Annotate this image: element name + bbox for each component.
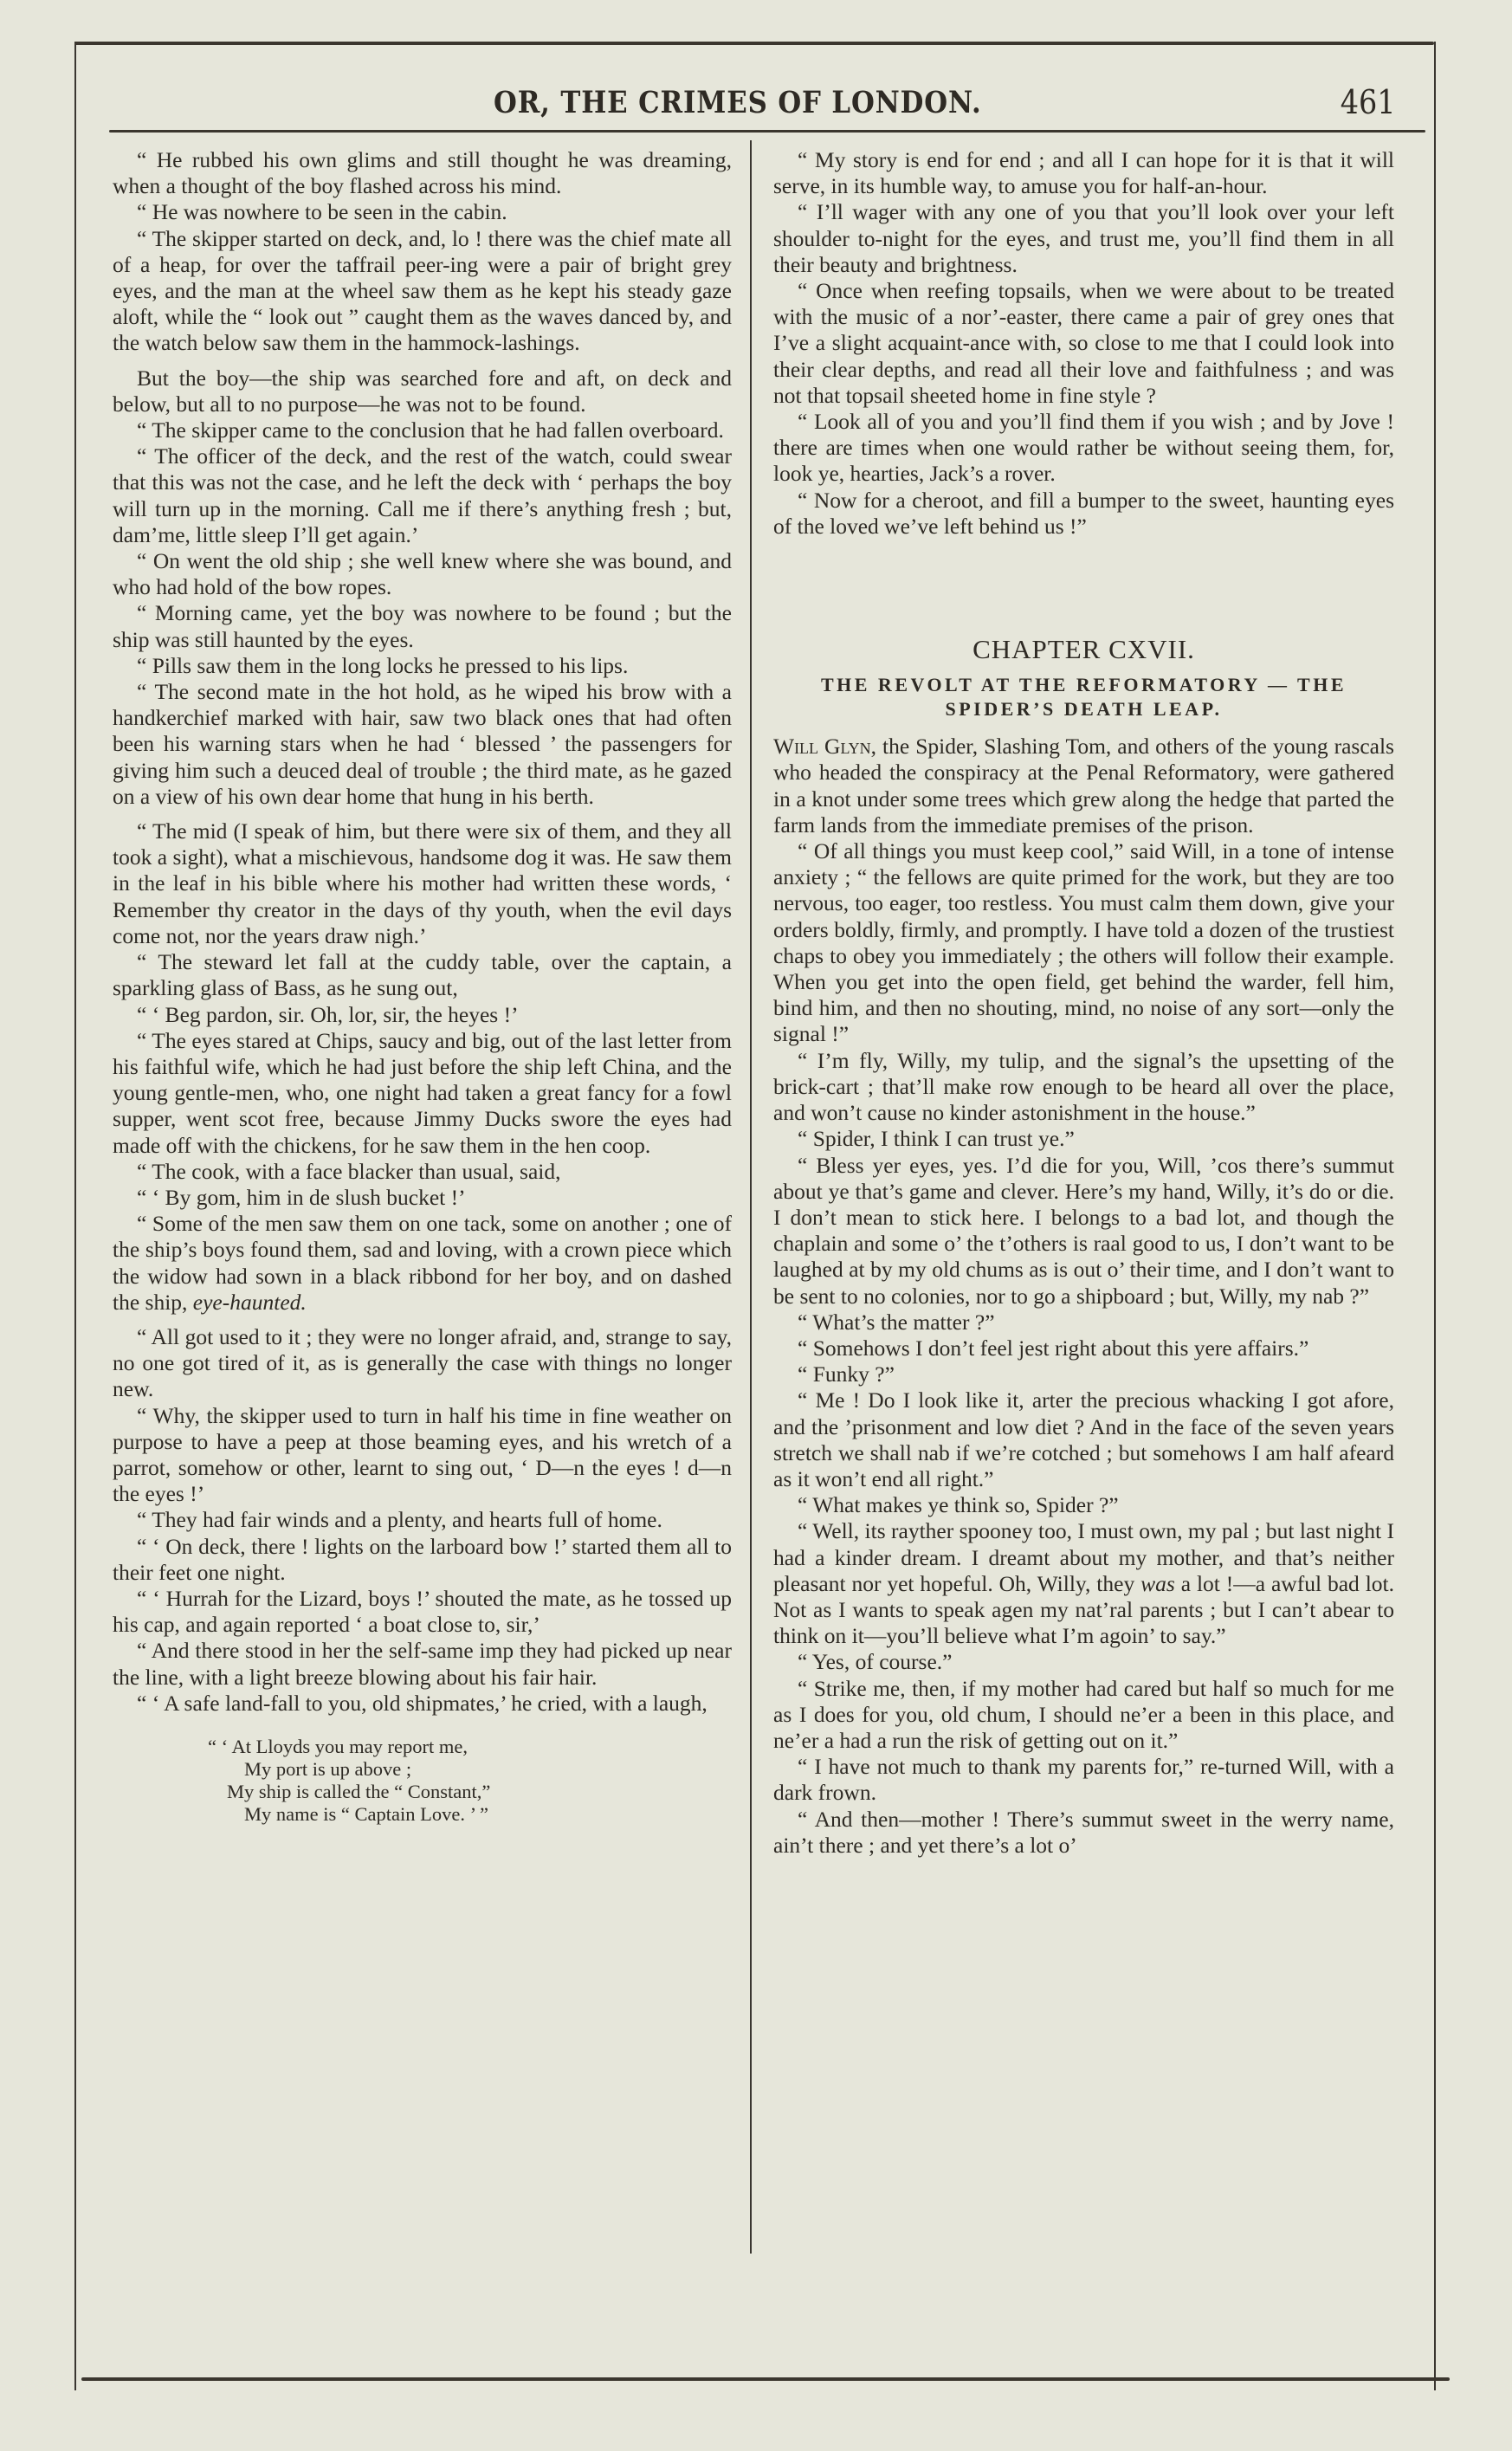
- chapter-subtitle-line: SPIDER’S DEATH LEAP.: [945, 698, 1223, 721]
- paragraph: “ He rubbed his own glims and still thought he was dreaming, when a thought of the boy flashed across his mind.: [113, 147, 732, 199]
- verse-line: “ ‘ At Lloyds you may report me,: [208, 1735, 468, 1757]
- paragraph: “ And then—mother ! There’s summut sweet in the werry name, ain’t there ; and yet there’s a lot o’: [773, 1806, 1394, 1858]
- verse: [208, 1736, 732, 1826]
- paragraph: “ Now for a cheroot, and fill a bumper to the sweet, haunting eyes of the loved we’ve left behind us !”: [773, 487, 1394, 539]
- paragraph: “ And there stood in her the self-same imp they had picked up near the line, with a light breeze blowing about his fair hair.: [113, 1638, 732, 1690]
- top-rule: [74, 42, 1434, 45]
- paragraph: [113, 1211, 732, 1316]
- paragraph: [773, 1518, 1394, 1649]
- paragraph: “ Yes, of course.”: [798, 1649, 953, 1675]
- paragraph: “ My story is end for end ; and all I can hope for it is that it will serve, in its humble way, to amuse you for half-an-hour.: [773, 147, 1394, 199]
- running-title: OR, THE CRIMES OF LONDON.: [494, 85, 982, 120]
- paragraph: “ The skipper started on deck, and, lo ! there was the chief mate all of a heap, for over the taffrail peer-ing were a pair of bright grey eyes, and the man at the wheel saw them as he kept his steady gaze aloft, while the “ look out ” caught them as the waves danced by, and the watch below saw them in the hammock-lashings.: [113, 225, 732, 356]
- paragraph: “ Strike me, then, if my mother had cared but half so much for me as I does for you, old chum, I should ne’er a been in this place, and ne’er a had a run the risk of getting out on it.”: [773, 1675, 1394, 1753]
- paragraph-text: “ Some of the men saw them on one tack, some on another ; one of the ship’s boys found them, sad and loving, with a crown piece which the widow had sown in a black ribbond for her boy, and on dashed the ship,: [113, 1211, 732, 1315]
- paragraph: “ On went the old ship ; she well knew where she was bound, and who had hold of the bow ropes.: [113, 548, 732, 600]
- paragraph-text: a lot !—a awful bad lot. Not as I wants to speak agen my nat’ral parents ; but I can’t abear to think on it—you’ll believe what I’m agoin’ to say.”: [773, 1570, 1394, 1649]
- paragraph: “ Pills saw them in the long locks he pressed to his lips.: [137, 652, 629, 678]
- paragraph: “ Why, the skipper used to turn in half his time in fine weather on purpose to have a peep at those beaming eyes, and his wretch of a parrot, somehow or other, learnt to sing out, ‘ D—n the eyes ! d—n the eyes !’: [113, 1402, 732, 1507]
- verse-line: My name is “ Captain Love. ’ ”: [244, 1802, 488, 1825]
- paragraph: “ I have not much to thank my parents for,” re-turned Will, with a dark frown.: [773, 1754, 1394, 1806]
- verse-line: My ship is called the “ Constant,”: [227, 1780, 491, 1802]
- paragraph: “ ‘ Hurrah for the Lizard, boys !’ shouted the mate, as he tossed up his cap, and again reported ‘ a boat close to, sir,’: [113, 1585, 732, 1638]
- running-head: [87, 85, 1403, 123]
- right-column: [773, 147, 1394, 1859]
- paragraph: “ Me ! Do I look like it, arter the precious whacking I got afore, and the ’prisonment and low diet ? And in the face of the seven years stretch we shall nab if we’re cotched ; but somehows I am half afeard as it won’t end all right.”: [773, 1387, 1394, 1491]
- verse-line: My port is up above ;: [244, 1757, 412, 1780]
- paragraph: “ Look all of you and you’ll find them if you wish ; and by Jove ! there are times when one would rather be without seeing them, for, look ye, hearties, Jack’s a rover.: [773, 409, 1394, 487]
- paragraph-text: , the Spider, Slashing Tom, and others of the young rascals who headed the conspiracy at the Penal Reformatory, were gathered in a knot under some trees which grew along the hedge that parted the farm lands from the immediate premises of the prison.: [773, 734, 1394, 837]
- paragraph: “ The second mate in the hot hold, as he wiped his brow with a handkerchief marked with hair, saw two black ones that had often been his warning stars when he had ‘ blessed ’ the passengers for giving him such a deuced deal of trouble ; the third mate, as he gazed on a view of his own dear home that hung in his berth.: [113, 679, 732, 809]
- paragraph: But the boy—the ship was searched fore and aft, on deck and below, but all to no purpose—he was not to be found.: [113, 365, 732, 417]
- paragraph: “ ‘ A safe land-fall to you, old shipmates,’ he cried, with a laugh,: [137, 1690, 708, 1716]
- paragraph: “ The eyes stared at Chips, saucy and big, out of the last letter from his faithful wife, which he had just before the ship left China, and the young gentle-men, who, one night had taken a great fancy for a fowl supper, went scot free, because Jimmy Ducks swore the eyes had made off with the chickens, for he saw them in the hen coop.: [113, 1027, 732, 1158]
- paragraph: “ Somehows I don’t feel jest right about this yere affairs.”: [798, 1335, 1309, 1361]
- paragraph: “ What makes ye think so, Spider ?”: [798, 1492, 1119, 1518]
- paragraph: “ The mid (I speak of him, but there were six of them, and they all took a sight), what a mischievous, handsome dog it was. He saw them in the leaf in his bible where his mother had written these words, ‘ Remember thy creator in the days of thy youth, when the evil days come not, nor the years draw nigh.’: [113, 818, 732, 948]
- italic-text: eye-haunted.: [192, 1289, 307, 1315]
- left-column: [113, 147, 732, 1826]
- paragraph: “ The officer of the deck, and the rest of the watch, could swear that this was not the case, and he left the deck with ‘ perhaps the boy will turn up in the morning. Call me if there’s anything fresh ; but, dam’me, little sleep I’ll get again.’: [113, 443, 732, 547]
- paragraph: “ He was nowhere to be seen in the cabin.: [137, 199, 507, 225]
- paragraph: “ The skipper came to the conclusion that he had fallen overboard.: [137, 417, 724, 443]
- paragraph-text: “ Well, its rayther spooney too, I must own, my pal ; but last night I had a kinder dream. I dreamt about my mother, and that’s neither pleasant nor yet hopeful. Oh, Willy, they: [773, 1518, 1394, 1596]
- bottom-rule: [81, 2377, 1450, 2381]
- chapter-heading: CHAPTER CXVII.: [972, 634, 1195, 665]
- paragraph: “ ‘ Beg pardon, sir. Oh, lor, sir, the heyes !’: [137, 1001, 519, 1027]
- paragraph: “ Spider, I think I can trust ye.”: [798, 1126, 1075, 1152]
- italic-text: was: [1140, 1570, 1175, 1596]
- chapter-subtitle: [773, 673, 1394, 721]
- paragraph: “ They had fair winds and a plenty, and hearts full of home.: [137, 1507, 662, 1533]
- opening-name: Will Glyn: [773, 734, 871, 760]
- chapter-subtitle-line: THE REVOLT AT THE REFORMATORY — THE: [820, 674, 1347, 696]
- paragraph: “ ‘ On deck, there ! lights on the larboard bow !’ started them all to their feet one night.: [113, 1533, 732, 1585]
- column-divider: [750, 140, 752, 2254]
- paragraph: “ Morning came, yet the boy was nowhere to be found ; but the ship was still haunted by the eyes.: [113, 600, 732, 652]
- paragraph: “ Bless yer eyes, yes. I’d die for you, Will, ’cos there’s summut about ye that’s game and clever. Here’s my hand, Willy, it’s do or die. I don’t mean to stick here. I belongs to a bad lot, and though the chaplain and some o’ the t’others is raal good to us, I don’t want to be laughed at by my old chums as is out o’ their time, and I don’t want to be sent to no colonies, nor to go a shipboard ; but, Willy, my nab ?”: [773, 1152, 1394, 1309]
- paragraph: “ What’s the matter ?”: [798, 1309, 995, 1335]
- paragraph: “ Funky ?”: [798, 1361, 895, 1387]
- page-number: 461: [1341, 83, 1396, 121]
- paragraph: “ I’m fly, Willy, my tulip, and the signal’s the upsetting of the brick-cart ; that’ll make row enough to be heard all over the place, and won’t cause no kinder astonishment in the house.”: [773, 1047, 1394, 1126]
- paragraph: “ Once when reefing topsails, when we were about to be treated with the music of a nor’-easter, there came a pair of grey ones that I’ve a slight acquaint-ance with, so close to me that I could look into their clear depths, and read all their love and faithfulness ; and was not that topsail sheeted home in fine style ?: [773, 278, 1394, 408]
- paragraph: “ Of all things you must keep cool,” said Will, in a tone of intense anxiety ; “ the fellows are quite primed for the work, but they are too nervous, too eager, too restless. You must calm them down, give your orders boldly, firmly, and promptly. I have told a dozen of the trustiest chaps to obey you immediately ; the others will follow their example. When you get into the open field, get behind the warder, fell him, bind him, and then no shouting, mind, no noise of any sort—only the signal !”: [773, 838, 1394, 1047]
- paragraph: “ I’ll wager with any one of you that you’ll look over your left shoulder to-night for the eyes, and trust me, you’ll find them in all their beauty and brightness.: [773, 199, 1394, 277]
- paragraph: “ The cook, with a face blacker than usual, said,: [137, 1158, 561, 1184]
- paragraph: “ All got used to it ; they were no longer afraid, and, strange to say, no one got tired of it, as is generally the case with things no longer new.: [113, 1323, 732, 1402]
- header-rule: [109, 130, 1425, 133]
- paragraph: “ ‘ By gom, him in de slush bucket !’: [137, 1184, 466, 1210]
- paragraph: “ The steward let fall at the cuddy table, over the captain, a sparkling glass of Bass, as he sung out,: [113, 949, 732, 1001]
- opening-paragraph: [773, 734, 1394, 838]
